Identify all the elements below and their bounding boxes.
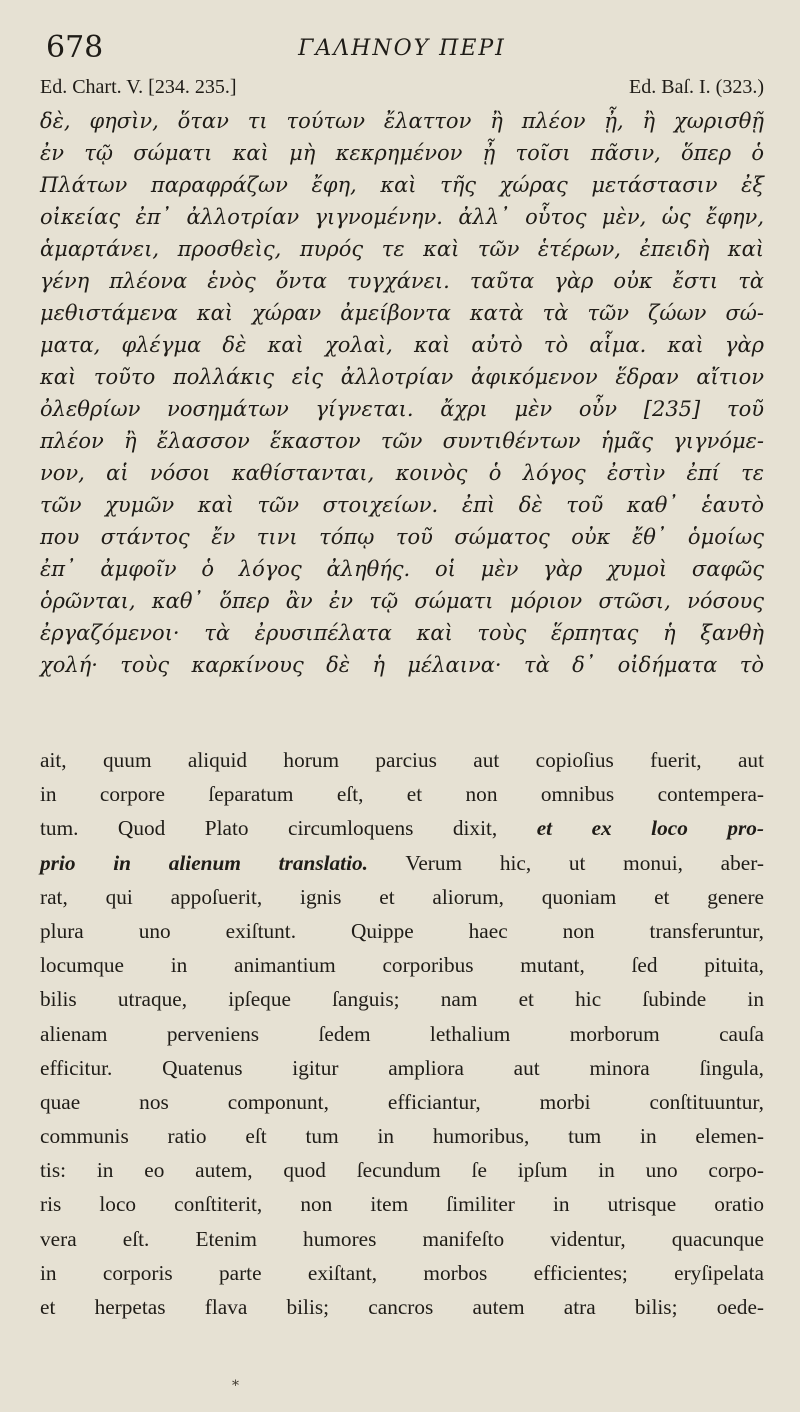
latin-line: rat, qui appoſuerit, ignis et aliorum, quoniam et genere (40, 884, 764, 909)
greek-line: ὀλεθρίων νοσημάτων γίγνεται. ἄχρι μὲν οὖν [235] τοῦ (40, 397, 764, 421)
greek-line: που στάντος ἔν τινι τόπῳ τοῦ σώματος οὐκ ἔθ᾿ ὁμοίως (40, 525, 764, 549)
greek-line: νον, αἱ νόσοι καθίστανται, κοινὸς ὁ λόγος ἐστὶν ἐπί τε (40, 461, 764, 485)
latin-line-text: tum. Quod Plato circumloquens dixit, (40, 816, 498, 841)
latin-line: locumque in animantium corporibus mutant, ſed pituita, (40, 953, 764, 978)
greek-line: τῶν χυμῶν καὶ τῶν στοιχείων. ἐπὶ δὲ τοῦ καθ᾿ ἑαυτὸ (40, 493, 764, 517)
latin-line: quae nos componunt, efficiantur, morbi conſtituuntur, (40, 1089, 764, 1114)
plato-quote-italic: et ex loco pro- (536, 816, 764, 841)
latin-line: efficitur. Quatenus igitur ampliora aut minora ſingula, (40, 1055, 764, 1080)
latin-line: ait, quum aliquid horum parcius aut copioſius fuerit, aut (40, 748, 764, 772)
latin-line: bilis utraque, ipſeque ſanguis; nam et hic ſubinde in (40, 987, 764, 1012)
plato-quote-italic: prio in alienum translatio. (40, 850, 368, 875)
latin-line: et herpetas flava bilis; cancros autem atra bilis; oede- (40, 1295, 764, 1319)
greek-line: Πλάτων παραφράζων ἔφη, καὶ τῆς χώρας μετάστασιν ἐξ (40, 173, 764, 197)
greek-line: ἐργαζόμενοι· τὰ ἐρυσιπέλατα καὶ τοὺς ἕρπητας ἡ ξανθὴ (40, 621, 764, 645)
latin-line-text: Verum hic, ut monui, aber- (405, 850, 764, 875)
latin-line: ris loco conſtiterit, non item ſimiliter in utrisque oratio (40, 1192, 764, 1217)
greek-line: χολή· τοὺς καρκίνους δὲ ἡ μέλαινα· τὰ δ᾿ οἰδήματα τὸ (40, 653, 764, 677)
edition-reference-left: Ed. Chart. V. [234. 235.] (40, 76, 237, 98)
greek-line: γένη πλέονα ἑνὸς ὄντα τυγχάνει. ταῦτα γὰρ οὐκ ἔστι τὰ (40, 269, 764, 293)
greek-line: ὁρῶνται, καθ᾿ ὅπερ ἂν ἐν τῷ σώματι μόριον στῶσι, νόσους (40, 589, 764, 613)
latin-line: in corporis parte exiſtant, morbos efficientes; eryſipelata (40, 1260, 764, 1285)
greek-line: ἐν τῷ σώματι καὶ μὴ κεκρημένον ᾖ τοῖσι πᾶσιν, ὅπερ ὁ (40, 141, 764, 165)
greek-line: ἐπ᾿ ἀμφοῖν ὁ λόγος ἀληθής. οἱ μὲν γὰρ χυμοὶ σαφῶς (40, 557, 764, 581)
greek-line: πλέον ἢ ἔλασσον ἕκαστον τῶν συντιθέντων ἡμᾶς γιγνόμε- (40, 429, 764, 453)
greek-line: δὲ, φησὶν, ὅταν τι τούτων ἔλαττον ἢ πλέον ᾖ, ἢ χωρισθῇ (40, 109, 764, 133)
running-head (40, 24, 764, 64)
greek-line: ματα, φλέγμα δὲ καὶ χολαὶ, καὶ αὐτὸ τὸ αἷμα. καὶ γὰρ (40, 333, 764, 357)
latin-line: vera eſt. Etenim humores manifeſto videntur, quacunque (40, 1226, 764, 1251)
footer-flourish: * (232, 1378, 239, 1394)
greek-line: οἰκείας ἐπ᾿ ἀλλοτρίαν γιγνομένην. ἀλλ᾿ οὗτος μὲν, ὡς ἔφην, (40, 205, 764, 229)
latin-line: plura uno exiſtunt. Quippe haec non transferuntur, (40, 918, 764, 943)
latin-line: communis ratio eſt tum in humoribus, tum in elemen- (40, 1124, 764, 1149)
latin-line: alienam perveniens ſedem lethalium morborum cauſa (40, 1021, 764, 1046)
greek-line: ἁμαρτάνει, προσθεὶς, πυρός τε καὶ τῶν ἑτέρων, ἐπειδὴ καὶ (40, 237, 764, 261)
page-number: 678 (46, 30, 104, 65)
latin-line: in corpore ſeparatum eſt, et non omnibus contempera- (40, 782, 764, 807)
latin-line (40, 846, 764, 880)
latin-line: tis: in eo autem, quod ſecundum ſe ipſum in uno corpo- (40, 1158, 764, 1183)
latin-translation (40, 743, 764, 1324)
edition-reference-right: Ed. Baſ. I. (323.) (629, 76, 764, 98)
edition-line (40, 76, 764, 99)
greek-text (40, 105, 764, 681)
running-title: ΓΑΛΗΝΟΥ ΠΕΡΙ (298, 36, 506, 61)
greek-line: μεθιστάμενα καὶ χώραν ἀμείβοντα κατὰ τὰ τῶν ζώων σώ- (40, 301, 764, 325)
latin-line (40, 811, 764, 845)
greek-line: καὶ τοῦτο πολλάκις εἰς ἀλλοτρίαν ἀφικόμενον ἕδραν αἴτιον (40, 365, 764, 389)
